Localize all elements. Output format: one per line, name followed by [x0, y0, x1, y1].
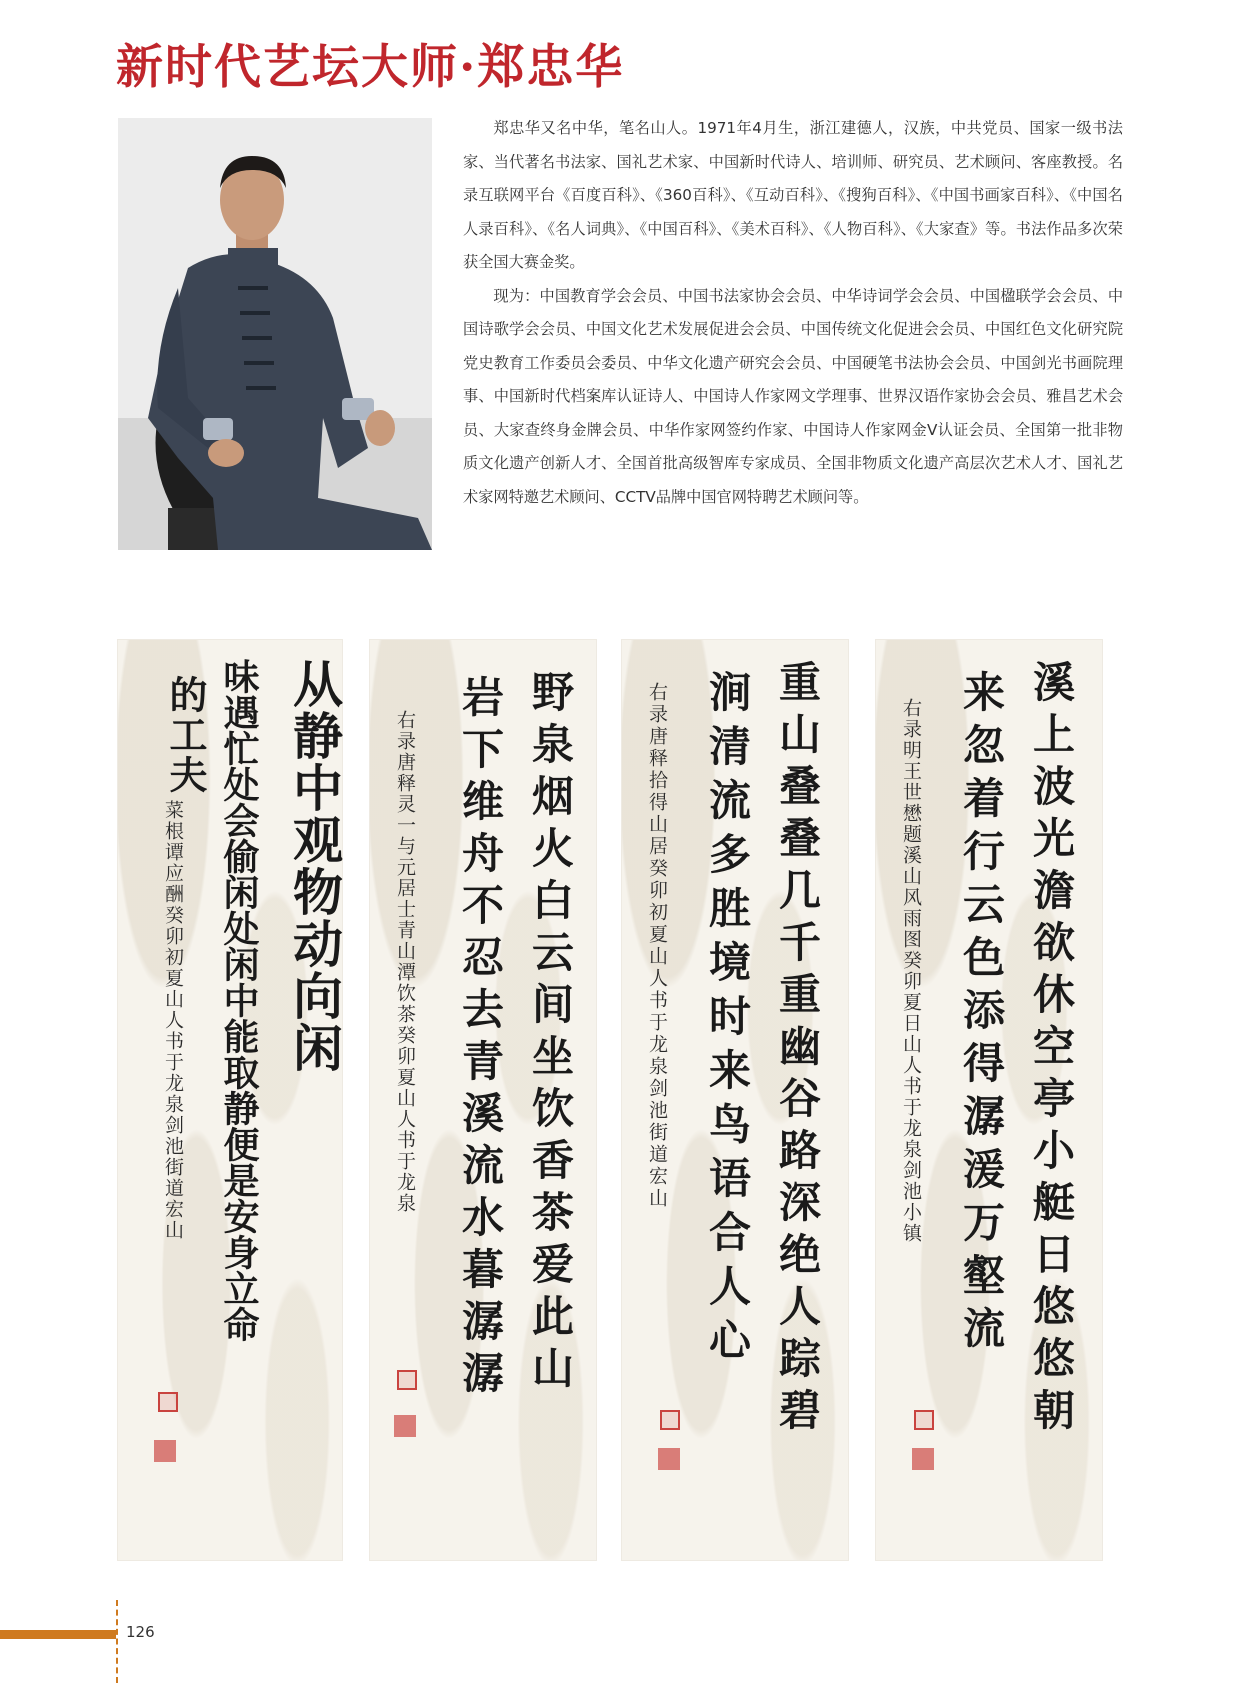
- seal-stamp: [154, 1440, 176, 1462]
- seal-stamp: [397, 1370, 417, 1390]
- scroll-text-line: 溪上波光澹欲休空亭小艇日悠悠朝: [1027, 660, 1076, 1440]
- scroll-inscription: 右录唐释灵一与元居士青山潭饮茶癸卯夏山人书于龙泉: [394, 710, 416, 1214]
- scroll-inscription: 菜根谭应酬癸卯初夏山人书于龙泉剑池街道宏山: [162, 800, 184, 1241]
- seal-stamp: [912, 1448, 934, 1470]
- bio-paragraph-1: 郑忠华又名中华，笔名山人。1971年4月生，浙江建德人，汉族，中共党员、国家一级书法家、当代著名书法家、国礼艺术家、中国新时代诗人、培训师、研究员、艺术顾问、客座教授。名录互联网平台《百度百科》、《360百科》、《互动百科》、《搜狗百科》、《中国书画家百科》、《中国名人录百科》、《名人词典》、《中国百科》、《美术百科》、《人物百科》、《大家查》等。书法作品多次荣获全国大赛金奖。: [463, 119, 1123, 271]
- page-title: 新时代艺坛大师·郑忠华: [116, 40, 625, 95]
- footer-dashed-line: [116, 1600, 118, 1683]
- calligraphy-scroll-2: [370, 640, 596, 1560]
- scroll-text-line: 来忽着行云色添得潺湲万壑流: [957, 670, 1006, 1359]
- seal-stamp: [658, 1448, 680, 1470]
- seal-stamp: [394, 1415, 416, 1437]
- scroll-text-line: 涧清流多胜境时来鸟语合人心: [703, 670, 752, 1372]
- calligraphy-scroll-3: [622, 640, 848, 1560]
- scroll-text-line: 野泉烟火白云间坐饮香茶爱此山: [526, 670, 575, 1398]
- portrait-photo: [118, 118, 432, 550]
- biography: [463, 112, 1123, 514]
- scroll-text-line: 重山叠叠几千重幽谷路深绝人踪碧: [773, 660, 822, 1440]
- seal-stamp: [660, 1410, 680, 1430]
- scroll-inscription: 右录唐释拾得山居癸卯初夏山人书于龙泉剑池街道宏山: [646, 682, 668, 1210]
- scroll-text-line: 的工夫: [163, 675, 208, 795]
- scroll-text-line: 从静中观物动向闲: [285, 658, 344, 1074]
- page-number: 126: [126, 1623, 155, 1641]
- seal-stamp: [914, 1410, 934, 1430]
- scroll-inscription: 右录明王世懋题溪山风雨图癸卯夏日山人书于龙泉剑池小镇: [900, 698, 922, 1244]
- footer-accent-bar: [0, 1630, 116, 1639]
- bio-paragraph-2: 现为：中国教育学会会员、中国书法家协会会员、中华诗词学会会员、中国楹联学会会员、中国诗歌学会会员、中国文化艺术发展促进会会员、中国传统文化促进会会员、中国红色文化研究院党史教育工作委员会委员、中华文化遗产研究会会员、中国硬笔书法协会会员、中国剑光书画院理事、中国新时代档案库认证诗人、中国诗人作家网文学理事、世界汉语作家协会会员、雅昌艺术会员、大家查终身金牌会员、中华作家网签约作家、中国诗人作家网金V认证会员、全国第一批非物质文化遗产创新人才、全国首批高级智库专家成员、全国非物质文化遗产高层次艺术人才、国礼艺术家网特邀艺术顾问、CCTV品牌中国官网特聘艺术顾问等。: [463, 286, 1123, 506]
- scroll-text-line: 味遇忙处会偷闲处闲中能取静便是安身立命: [218, 658, 260, 1342]
- seal-stamp: [158, 1392, 178, 1412]
- scroll-text-line: 岩下维舟不忍去青溪流水暮潺潺: [456, 675, 505, 1403]
- calligraphy-scroll-1: [118, 640, 342, 1560]
- portrait-illustration: [118, 118, 432, 550]
- calligraphy-scroll-4: [876, 640, 1102, 1560]
